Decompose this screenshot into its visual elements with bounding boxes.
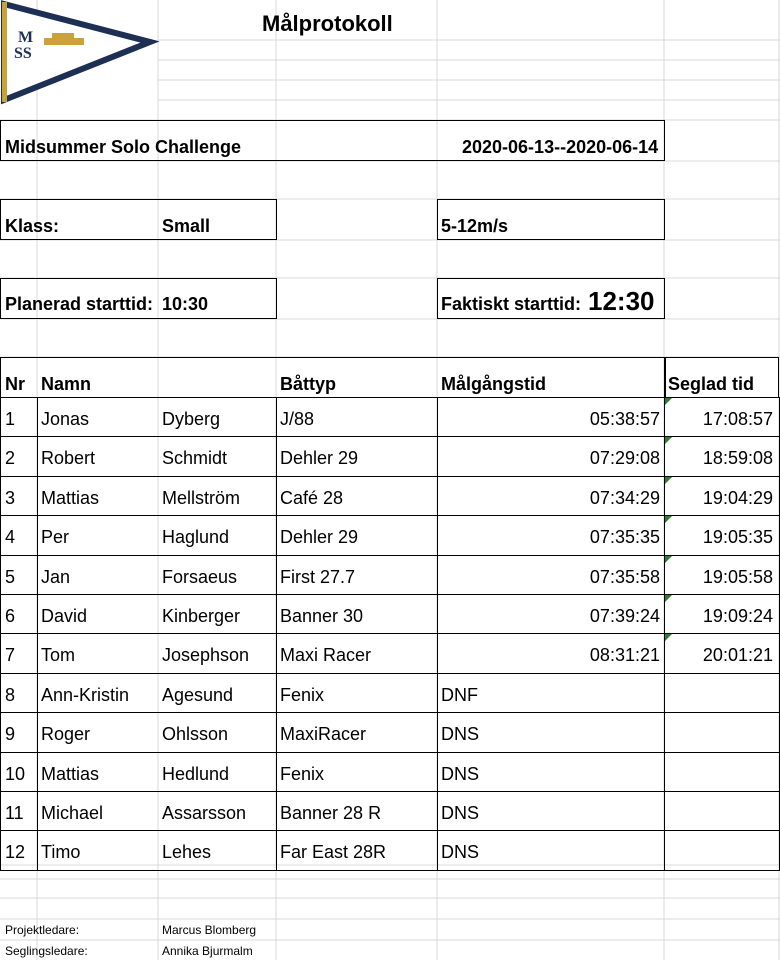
cell-first-name: Tom [41,645,76,666]
race-officer-name: Annika Bjurmalm [162,944,253,958]
cell-first-name: Mattias [41,487,100,508]
table-cell [664,712,780,752]
cell-finish-time: 05:38:57 [589,409,660,429]
cell-sailed-time: 19:05:58 [702,566,773,587]
cell-last-name: Mellström [162,487,241,508]
cell-last-name: Ohlsson [162,724,229,745]
cell-boat-type: Dehler 29 [280,448,359,469]
cell-boat-type: First 27.7 [280,566,356,587]
header-finish-time: Målgångstid [441,374,547,394]
cell-boat-type: Fenix [280,763,325,784]
header-sailed-time: Seglad tid [668,374,755,394]
cell-first-name: Jan [41,566,71,587]
cell-first-name: Ann-Kristin [41,684,130,705]
cell-nr: 5 [5,566,16,587]
class-value: Small [162,216,211,236]
cell-finish-status: DNS [441,842,480,863]
table-cell [664,830,780,870]
cell-last-name: Lehes [162,842,212,863]
actual-start-value: 12:30 [588,286,655,316]
comment-indicator-icon [665,437,672,444]
comment-indicator-icon [665,477,672,484]
event-name: Midsummer Solo Challenge [5,137,242,157]
project-leader-name: Marcus Blomberg [162,923,257,937]
cell-nr: 11 [5,803,24,823]
cell-sailed-time: 17:08:57 [702,409,773,429]
comment-indicator-icon [665,556,672,563]
class-label: Klass: [5,216,60,236]
cell-last-name: Haglund [162,527,230,548]
header-nr: Nr [5,374,26,394]
project-leader-label: Projektledare: [5,923,80,937]
cell-sailed-time: 19:09:24 [702,606,773,626]
cell-finish-time: 07:29:08 [589,448,660,469]
cell-last-name: Hedlund [162,763,230,784]
cell-nr: 2 [5,448,16,469]
cell-boat-type: Fenix [280,684,325,705]
wind-range: 5-12m/s [441,216,509,236]
cell-boat-type: J/88 [280,409,315,429]
cell-first-name: Jonas [41,409,90,429]
comment-indicator-icon [665,398,672,405]
cell-finish-time: 07:34:29 [589,487,660,508]
cell-boat-type: Dehler 29 [280,527,359,548]
cell-nr: 4 [5,527,16,548]
cell-nr: 1 [5,409,16,429]
table-cell [664,752,780,792]
planned-start-label: Planerad starttid: [5,294,154,314]
cell-first-name: David [41,606,88,626]
cell-sailed-time: 19:04:29 [702,487,773,508]
cell-first-name: Mattias [41,763,100,784]
cell-last-name: Agesund [162,684,234,705]
cell-last-name: Schmidt [162,448,228,469]
cell-nr: 9 [5,724,16,745]
comment-indicator-icon [665,595,672,602]
cell-nr: 3 [5,487,16,508]
cell-last-name: Dyberg [162,409,221,429]
cell-boat-type: Café 28 [280,487,344,508]
cell-finish-status: DNF [441,684,478,705]
cell-finish-time: 07:39:24 [589,606,660,626]
cell-finish-status: DNS [441,763,480,784]
cell-finish-time: 07:35:58 [589,566,660,587]
cell-first-name: Timo [41,842,81,863]
cell-first-name: Per [41,527,70,548]
header-boat-type: Båttyp [280,374,337,394]
cell-sailed-time: 20:01:21 [702,645,773,666]
cell-nr: 7 [5,645,16,666]
cell-nr: 12 [5,842,26,863]
table-cell [664,791,780,831]
page-title: Målprotokoll [262,11,393,36]
cell-last-name: Forsaeus [162,566,238,587]
cell-first-name: Roger [41,724,91,745]
actual-start-label: Faktiskt starttid: [441,294,582,314]
table-cell [664,673,780,713]
cell-last-name: Josephson [162,645,250,666]
cell-finish-time: 07:35:35 [589,527,660,548]
cell-sailed-time: 19:05:35 [702,527,773,548]
cell-nr: 10 [5,763,26,784]
cell-finish-status: DNS [441,724,480,745]
logo-letters-top: M [18,29,34,46]
cell-first-name: Michael [41,803,104,823]
table-cell [37,555,277,595]
cell-nr: 8 [5,684,16,705]
header-name: Namn [41,374,92,394]
race-officer-label: Seglingsledare: [5,944,88,958]
cell-finish-time: 08:31:21 [589,645,660,666]
cell-sailed-time: 18:59:08 [702,448,773,469]
event-dates: 2020-06-13--2020-06-14 [462,137,659,157]
cell-finish-status: DNS [441,803,480,823]
table-cell [37,515,277,555]
cell-boat-type: Far East 28R [280,842,387,863]
cell-last-name: Assarsson [162,803,247,823]
comment-indicator-icon [665,516,672,523]
cell-boat-type: Maxi Racer [280,645,372,666]
planned-start-value: 10:30 [162,294,209,314]
cell-first-name: Robert [41,448,96,469]
cell-boat-type: Banner 28 R [280,803,382,823]
club-pennant-logo [0,0,160,105]
cell-boat-type: Banner 30 [280,606,364,626]
logo-letters-bottom: SS [14,45,32,62]
comment-indicator-icon [665,634,672,641]
cell-last-name: Kinberger [162,606,241,626]
cell-nr: 6 [5,606,16,626]
cell-boat-type: MaxiRacer [280,724,367,745]
